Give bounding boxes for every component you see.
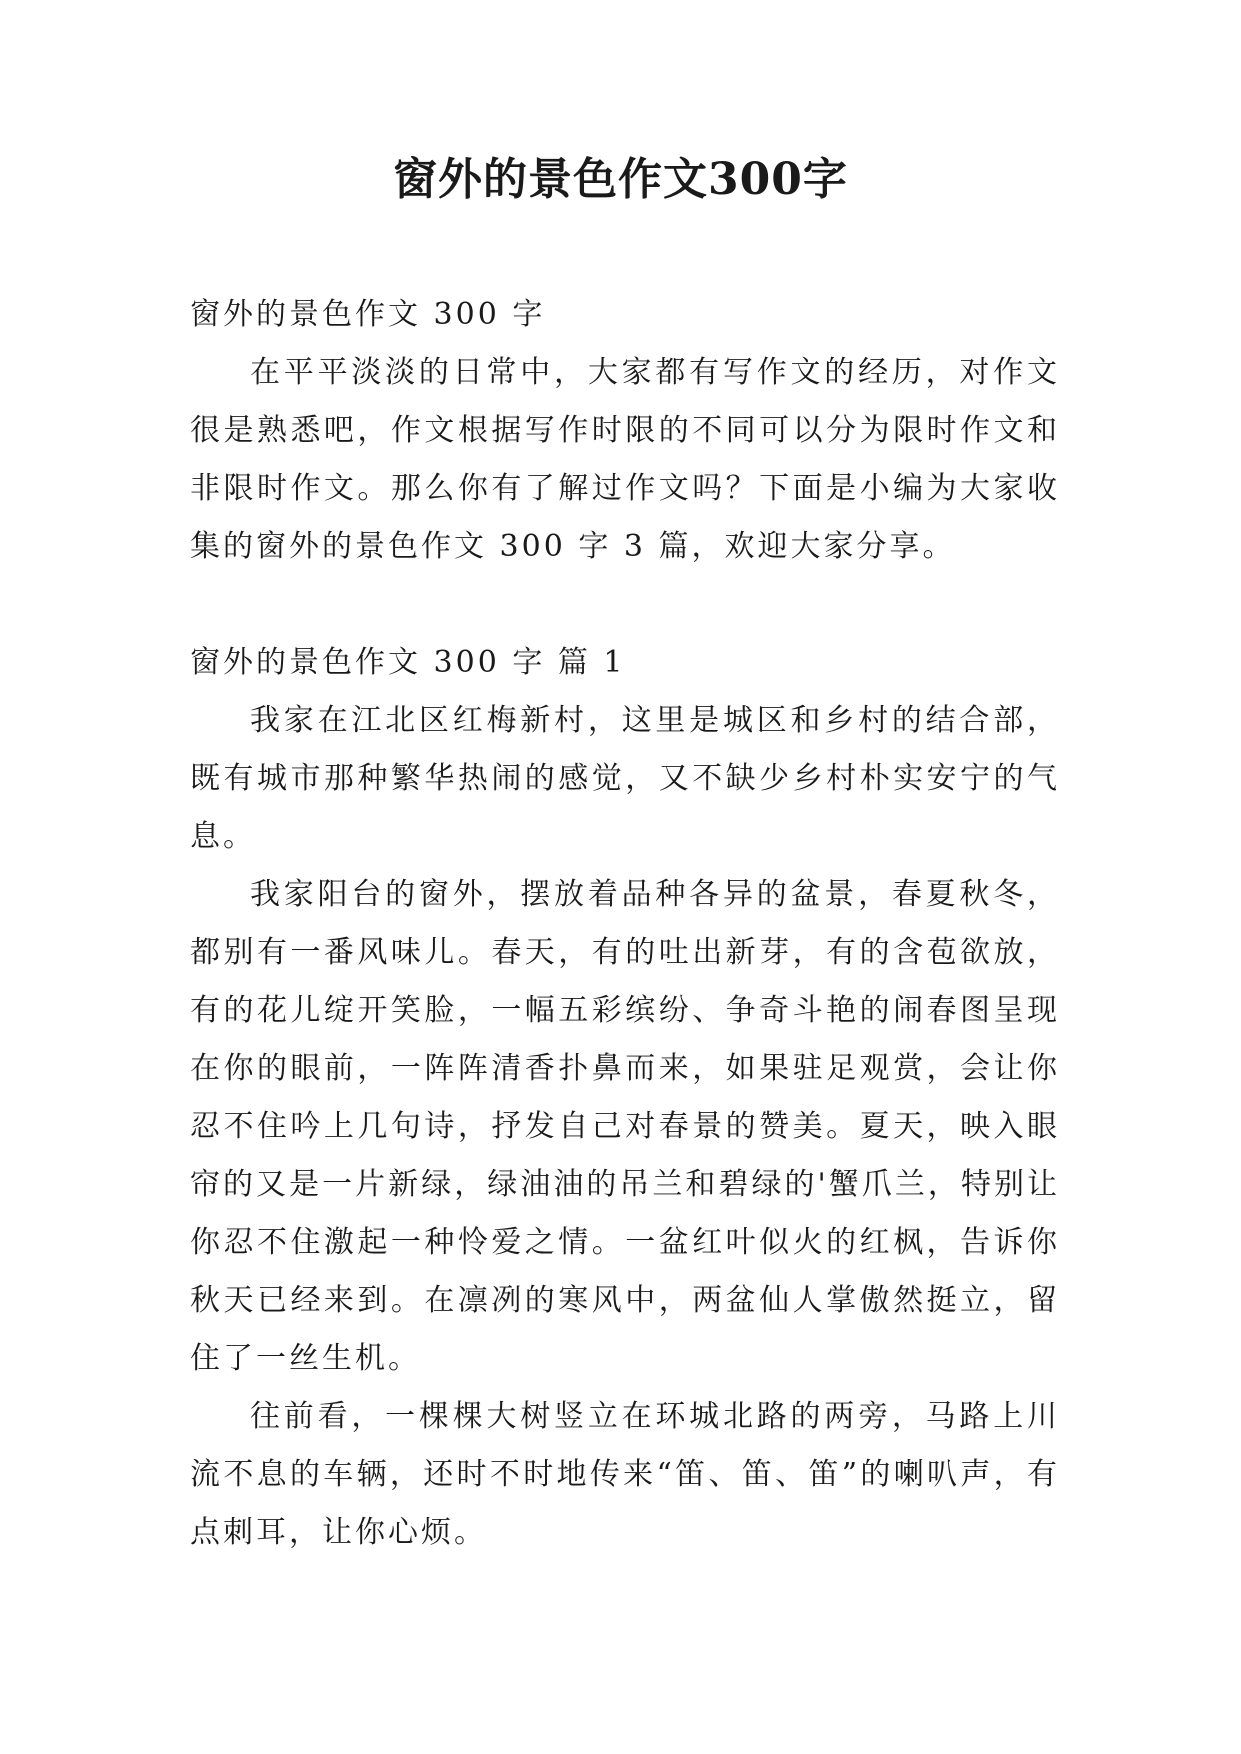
intro-heading: 窗外的景色作文 300 字 bbox=[190, 297, 546, 332]
body-paragraph-3: 往前看，一棵棵大树竖立在环城北路的两旁，马路上川流不息的车辆，还时不时地传来“笛、笛、笛”的喇叭声，有点刺耳，让你心烦。 bbox=[190, 1399, 1060, 1550]
body-paragraph-2: 我家阳台的窗外，摆放着品种各异的盆景，春夏秋冬，都别有一番风味儿。春天，有的吐出新芽，有的含苞欲放，有的花儿绽开笑脸，一幅五彩缤纷、争奇斗艳的闹春图呈现在你的眼前，一阵阵清香扑鼻而来，如果驻足观赏，会让你忍不住吟上几句诗，抒发自己对春景的赞美。夏天，映入眼帘的又是一片新绿，绿油油的吊兰和碧绿的'蟹爪兰，特别让你忍不住激起一种怜爱之情。一盆红叶似火的红枫，告诉你秋天已经来到。在凛冽的寒风中，两盆仙人掌傲然挺立，留住了一丝生机。 bbox=[190, 877, 1060, 1376]
intro-paragraph: 在平平淡淡的日常中，大家都有写作文的经历，对作文很是熟悉吧，作文根据写作时限的不同可以分为限时作文和非限时作文。那么你有了解过作文吗？下面是小编为大家收集的窗外的景色作文 300 字 3 篇，欢迎大家分享。 bbox=[190, 355, 1060, 564]
body-paragraph-1: 我家在江北区红梅新村，这里是城区和乡村的结合部，既有城市那种繁华热闹的感觉，又不缺少乡村朴实安宁的气息。 bbox=[190, 703, 1060, 854]
section-spacer bbox=[190, 576, 1060, 634]
document-title: 窗外的景色作文300字 bbox=[393, 154, 848, 205]
section-heading: 窗外的景色作文 300 字 篇 1 bbox=[190, 645, 626, 680]
document-body bbox=[190, 286, 1060, 1562]
